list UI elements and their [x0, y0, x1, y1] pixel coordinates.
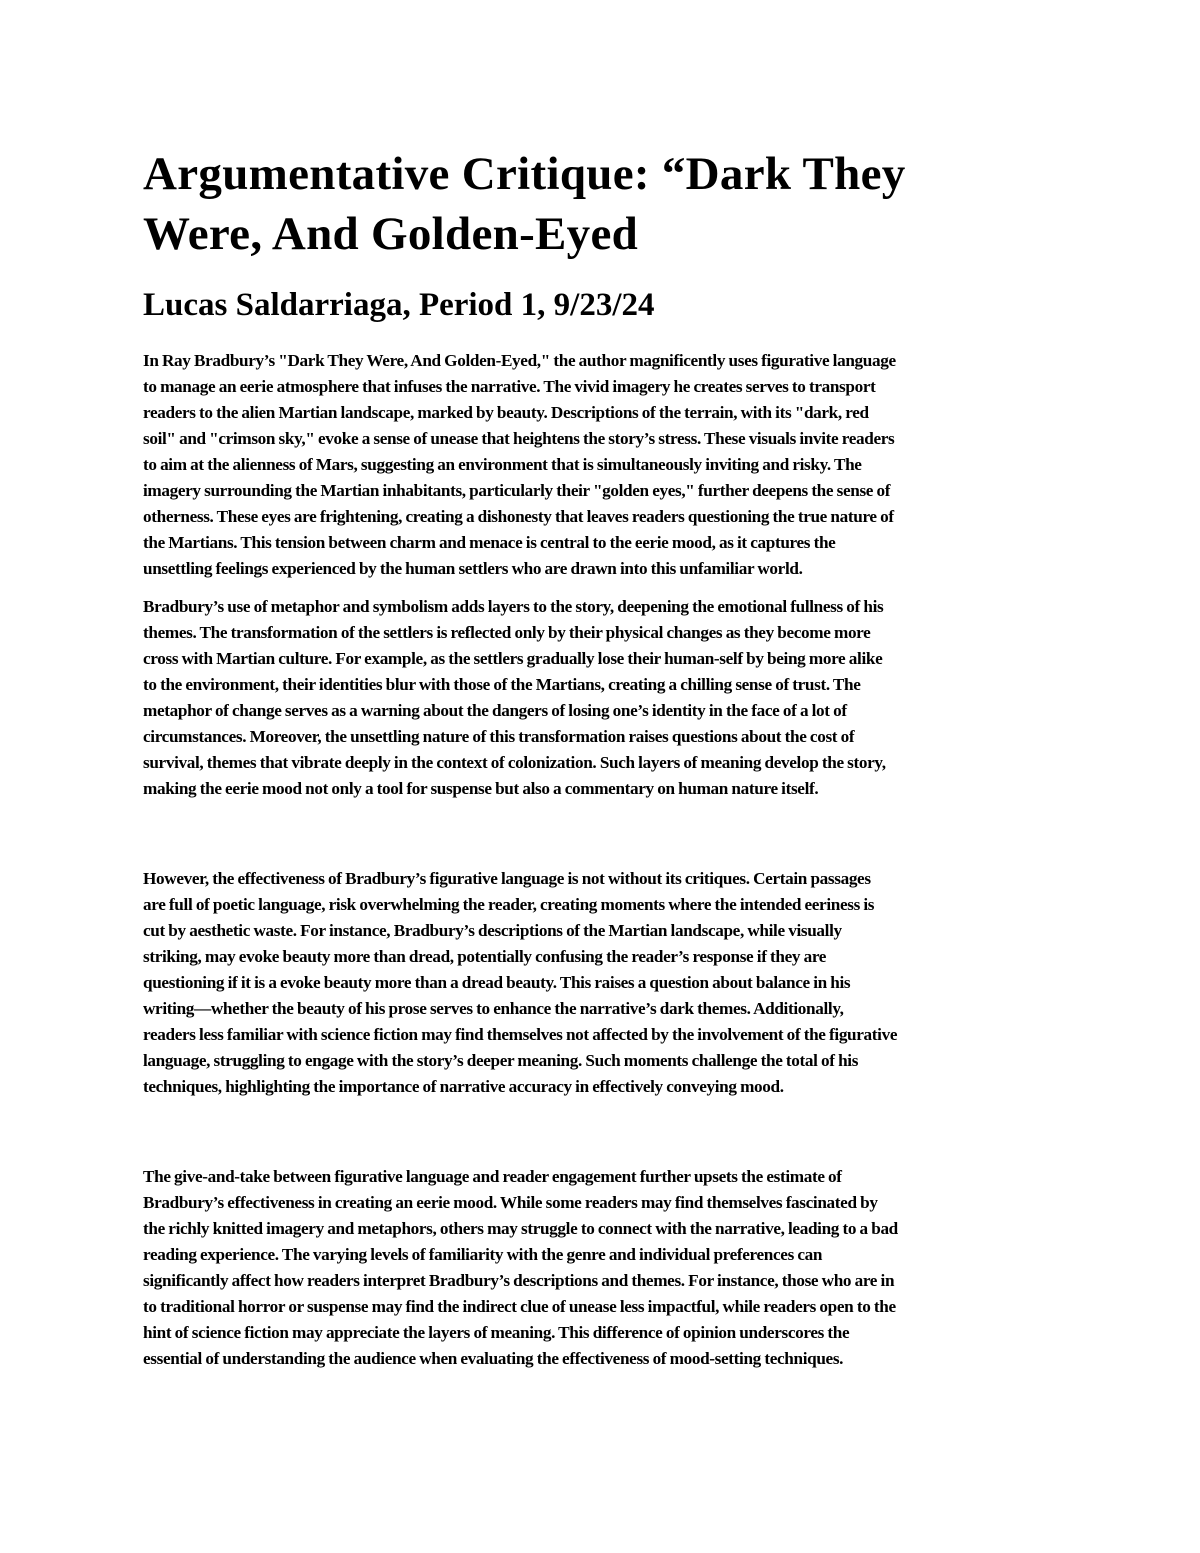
paragraph-line: readers less familiar with science fiction may find themselves not affected by the involvement of the figurative [143, 1025, 898, 1044]
paragraph-line: significantly affect how readers interpret Bradbury’s descriptions and themes. For instance, those who are in [143, 1271, 895, 1290]
paragraph-line: otherness. These eyes are frightening, creating a dishonesty that leaves readers questioning the true nature of [143, 507, 894, 526]
paragraph-line: imagery surrounding the Martian inhabitants, particularly their "golden eyes," further deepens the sense of [143, 481, 891, 500]
paragraph-line: to aim at the alienness of Mars, suggesting an environment that is simultaneously inviting and risky. The [143, 455, 862, 474]
paragraph-line: the richly knitted imagery and metaphors, others may struggle to connect with the narrative, leading to a bad [143, 1219, 898, 1238]
paragraph-line: unsettling feelings experienced by the human settlers who are drawn into this unfamiliar world. [143, 559, 803, 578]
paragraph-line: readers to the alien Martian landscape, marked by beauty. Descriptions of the terrain, with its "dark, red [143, 403, 869, 422]
paragraph-line: hint of science fiction may appreciate the layers of meaning. This difference of opinion underscores the [143, 1323, 850, 1342]
paragraph-1 [143, 348, 1070, 582]
paragraph-line: Bradbury’s effectiveness in creating an eerie mood. While some readers may find themselves fascinated by [143, 1193, 878, 1212]
paragraph-line: soil" and "crimson sky," evoke a sense of unease that heightens the story’s stress. These visuals invite readers [143, 429, 895, 448]
paragraph-line: to traditional horror or suspense may find the indirect clue of unease less impactful, while readers open to the [143, 1297, 896, 1316]
paragraph-line: writing—whether the beauty of his prose serves to enhance the narrative’s dark themes. Additionally, [143, 999, 844, 1018]
paragraph-line: to manage an eerie atmosphere that infuses the narrative. The vivid imagery he creates serves to transport [143, 377, 876, 396]
paragraph-line: techniques, highlighting the importance of narrative accuracy in effectively conveying mood. [143, 1077, 784, 1096]
paragraph-line: making the eerie mood not only a tool for suspense but also a commentary on human nature itself. [143, 779, 819, 798]
paragraph-line: However, the effectiveness of Bradbury’s figurative language is not without its critiques. Certain passages [143, 869, 871, 888]
paragraph-4 [143, 1164, 1070, 1372]
paragraph-line: the Martians. This tension between charm and menace is central to the eerie mood, as it captures the [143, 533, 836, 552]
paragraph-line: cross with Martian culture. For example, as the settlers gradually lose their human-self by being more alike [143, 649, 883, 668]
document-title [143, 144, 1070, 264]
paragraph-line: themes. The transformation of the settlers is reflected only by their physical changes as they become more [143, 623, 871, 642]
paragraph-line: metaphor of change serves as a warning about the dangers of losing one’s identity in the face of a lot of [143, 701, 847, 720]
paragraph-3 [143, 866, 1070, 1100]
paragraph-line: questioning if it is a evoke beauty more than a dread beauty. This raises a question about balance in his [143, 973, 851, 992]
paragraph-line: Bradbury’s use of metaphor and symbolism adds layers to the story, deepening the emotional fullness of his [143, 597, 884, 616]
paragraph-line: circumstances. Moreover, the unsettling nature of this transformation raises questions about the cost of [143, 727, 855, 746]
paragraph-line: striking, may evoke beauty more than dread, potentially confusing the reader’s response if they are [143, 947, 827, 966]
paragraph-line: survival, themes that vibrate deeply in the context of colonization. Such layers of meaning develop the story, [143, 753, 886, 772]
document-title-line-2: Were, And Golden-Eyed [143, 208, 639, 260]
document-title-line-1: Argumentative Critique: “Dark They [143, 148, 906, 200]
paragraph-line: The give-and-take between figurative language and reader engagement further upsets the estimate of [143, 1167, 842, 1186]
paragraph-line: reading experience. The varying levels of familiarity with the genre and individual preferences can [143, 1245, 823, 1264]
paragraph-line: cut by aesthetic waste. For instance, Bradbury’s descriptions of the Martian landscape, while visually [143, 921, 842, 940]
paragraph-line: to the environment, their identities blur with those of the Martians, creating a chilling sense of trust. The [143, 675, 861, 694]
paragraph-line: are full of poetic language, risk overwhelming the reader, creating moments where the intended eeriness is [143, 895, 875, 914]
paragraph-line: essential of understanding the audience when evaluating the effectiveness of mood-setting techniques. [143, 1349, 844, 1368]
paragraph-line: In Ray Bradbury’s "Dark They Were, And Golden-Eyed," the author magnificently uses figurative language [143, 351, 896, 370]
paragraph-line: language, struggling to engage with the story’s deeper meaning. Such moments challenge the total of his [143, 1051, 859, 1070]
paragraph-2 [143, 594, 1070, 802]
author-byline: Lucas Saldarriaga, Period 1, 9/23/24 [143, 287, 655, 323]
